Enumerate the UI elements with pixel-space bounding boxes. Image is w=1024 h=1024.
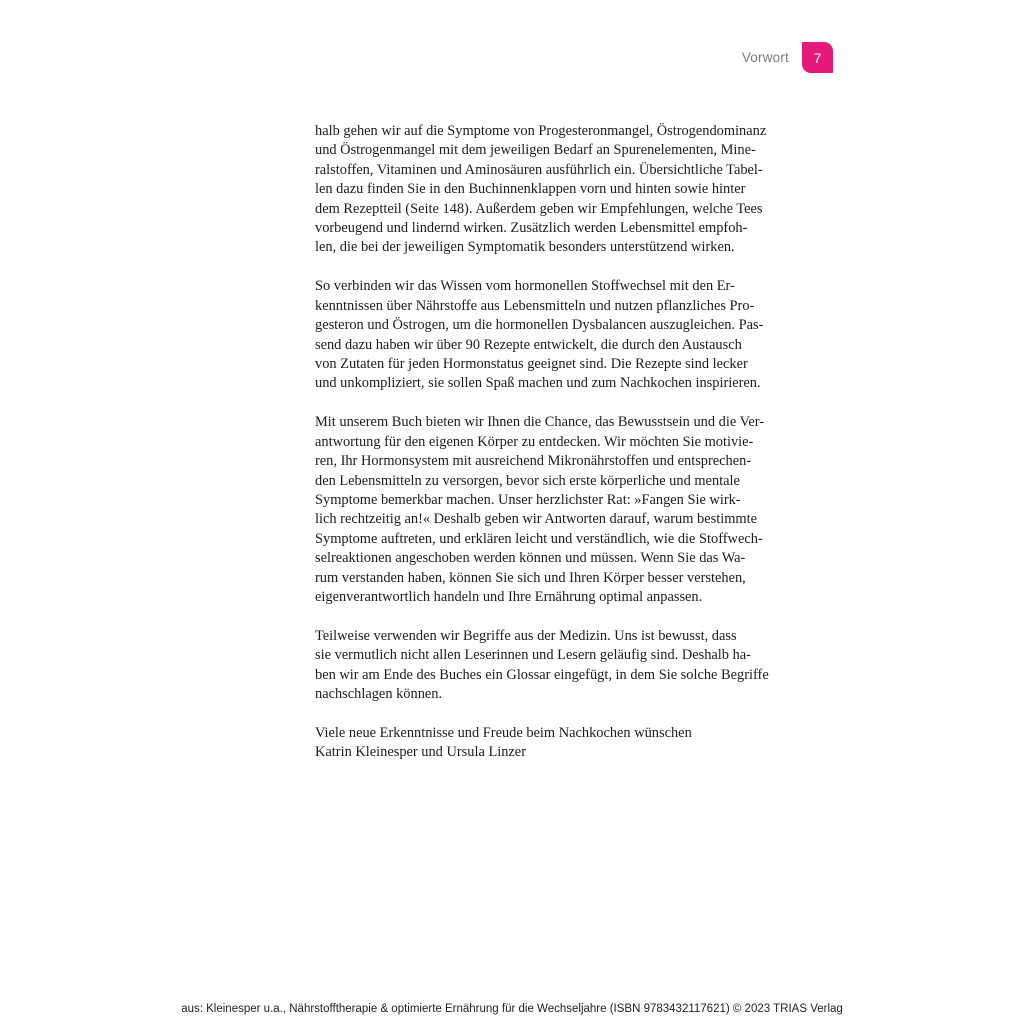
paragraph-2 xyxy=(315,277,795,393)
text-line: Mit unserem Buch bieten wir Ihnen die Chance, das Bewusstsein und die Ver- xyxy=(315,414,765,431)
text-line: ben wir am Ende des Buches ein Glossar eingefügt, in dem Sie solche Begriffe xyxy=(315,666,769,683)
text-line: und Östrogenmangel mit dem jeweiligen Bedarf an Spurenelementen, Mine- xyxy=(315,142,756,159)
text-line: Viele neue Erkenntnisse und Freude beim Nachkochen wünschen xyxy=(315,724,692,741)
text-line: antwortung für den eigenen Körper zu entdecken. Wir möchten Sie motivie- xyxy=(315,433,754,450)
text-line: und unkompliziert, sie sollen Spaß machen und zum Nachkochen inspirieren. xyxy=(315,375,761,392)
text-line: halb gehen wir auf die Symptome von Progesteronmangel, Östrogendominanz xyxy=(315,123,767,139)
text-line: Teilweise verwenden wir Begriffe aus der Medizin. Uns ist bewusst, dass xyxy=(315,627,737,644)
text-line: ralstoffen, Vitaminen und Aminosäuren ausführlich ein. Übersichtliche Tabel- xyxy=(315,161,763,178)
text-line: len dazu finden Sie in den Buchinnenklappen vorn und hinten sowie hinter xyxy=(315,181,746,198)
text-line: Symptome bemerkbar machen. Unser herzlichster Rat: »Fangen Sie wirk- xyxy=(315,491,741,508)
text-line: eigenverantwortlich handeln und Ihre Ernährung optimal anpassen. xyxy=(315,588,703,605)
paragraph-3 xyxy=(315,413,795,607)
text-line: send dazu haben wir über 90 Rezepte entwickelt, die durch den Austausch xyxy=(315,336,742,353)
page-header xyxy=(742,42,833,73)
text-line: len, die bei der jeweiligen Symptomatik besonders unterstützend wirken. xyxy=(315,239,735,256)
text-line: Symptome auftreten, und erklären leicht und verständlich, wie die Stoffwech- xyxy=(315,530,763,547)
text-line: vorbeugend und lindernd wirken. Zusätzlich werden Lebensmittel empfoh- xyxy=(315,220,748,237)
page-number-badge: 7 xyxy=(802,42,833,73)
paragraph-4 xyxy=(315,627,795,705)
text-line: sie vermutlich nicht allen Leserinnen und Lesern geläufig sind. Deshalb ha- xyxy=(315,647,751,664)
text-line: ren, Ihr Hormonsystem mit ausreichend Mikronährstoffen und entsprechen- xyxy=(315,453,752,470)
authors-line: Katrin Kleinesper und Ursula Linzer xyxy=(315,744,526,761)
text-line: nachschlagen können. xyxy=(315,686,443,703)
text-line: dem Rezeptteil (Seite 148). Außerdem geben wir Empfehlungen, welche Tees xyxy=(315,200,763,217)
text-line: den Lebensmitteln zu versorgen, bevor sich erste körperliche und mentale xyxy=(315,472,740,489)
source-citation: aus: Kleinesper u.a., Nährstofftherapie & optimierte Ernährung für die Wechseljahre (ISBN 9783432117621) © 2023 TRIAS Verlag xyxy=(181,1003,843,1015)
text-line: von Zutaten für jeden Hormonstatus geeignet sind. Die Rezepte sind lecker xyxy=(315,355,748,372)
section-title: Vorwort xyxy=(741,50,789,65)
text-line: selreaktionen angeschoben werden können und müssen. Wenn Sie das Wa- xyxy=(315,550,746,567)
text-line: lich rechtzeitig an!« Deshalb geben wir Antworten darauf, warum bestimmte xyxy=(315,511,757,528)
closing-signature xyxy=(315,724,795,763)
text-line: kenntnissen über Nährstoffe aus Lebensmitteln und nutzen pflanzliches Pro- xyxy=(315,297,755,314)
body-text xyxy=(315,122,795,782)
text-line: rum verstanden haben, können Sie sich und Ihren Körper besser verstehen, xyxy=(315,569,746,586)
text-line: So verbinden wir das Wissen vom hormonellen Stoffwechsel mit den Er- xyxy=(315,278,735,295)
text-line: gesteron und Östrogen, um die hormonellen Dysbalancen auszugleichen. Pas- xyxy=(315,317,764,334)
paragraph-1 xyxy=(315,122,795,258)
